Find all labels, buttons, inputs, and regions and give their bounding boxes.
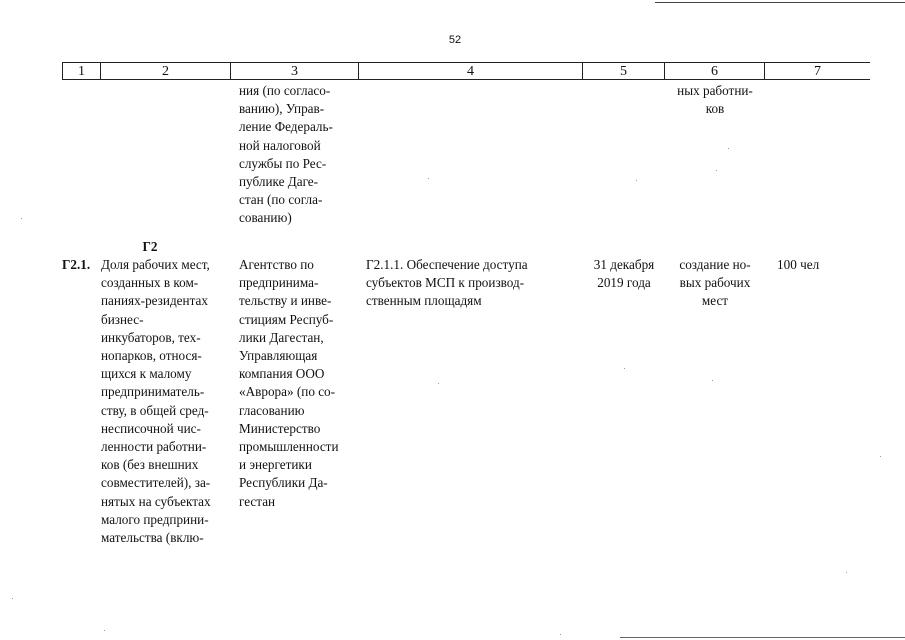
continuation-responsible-text: ния (по согласо- ванию), Управ- ление Федераль- ной налоговой службы по Рес- публике Даге- стан (по согла- сованию) [239, 83, 333, 226]
responsible-text: Агентство по предпринима- тельству и инве- стициям Респуб- лики Дагестан, Управляющая компания ООО «Аврора» (по со- гласованию Министерство промышленности и энергетики Республики Да- гестан [239, 257, 339, 509]
row-number: Г2.1. [62, 257, 91, 272]
deadline-text: 31 декабря 2019 года [593, 257, 655, 291]
header-col-3: 3 [230, 62, 358, 80]
continuation-result-text: ных работни- ков [677, 83, 753, 117]
value-text: 100 чел [777, 257, 820, 272]
header-col-5: 5 [582, 62, 664, 80]
section-heading: Г2 [142, 239, 158, 254]
header-col-6: 6 [664, 62, 764, 80]
indicator-text: Доля рабочих мест, созданных в ком- паниях-резидентах бизнес- инкубаторов, тех- нопарков, относя- щихся к малому предприниматель- ству, в общей сред- несписочной чис- ленности работни- ков (без внешних совместителей), за- нятых на субъектах малого предприни- мательства (вклю- [101, 257, 211, 546]
page-number: 52 [448, 34, 462, 46]
top-edge-line [655, 2, 905, 3]
measure-text: Г2.1.1. Обеспечение доступа субъектов МСП к производ- ственным площадям [366, 257, 528, 309]
header-col-1: 1 [62, 62, 100, 80]
bottom-edge-line [620, 637, 905, 638]
header-col-4: 4 [358, 62, 582, 80]
header-col-2: 2 [100, 62, 230, 80]
result-text: создание но- вых рабочих мест [679, 257, 751, 309]
header-col-7: 7 [764, 62, 870, 80]
